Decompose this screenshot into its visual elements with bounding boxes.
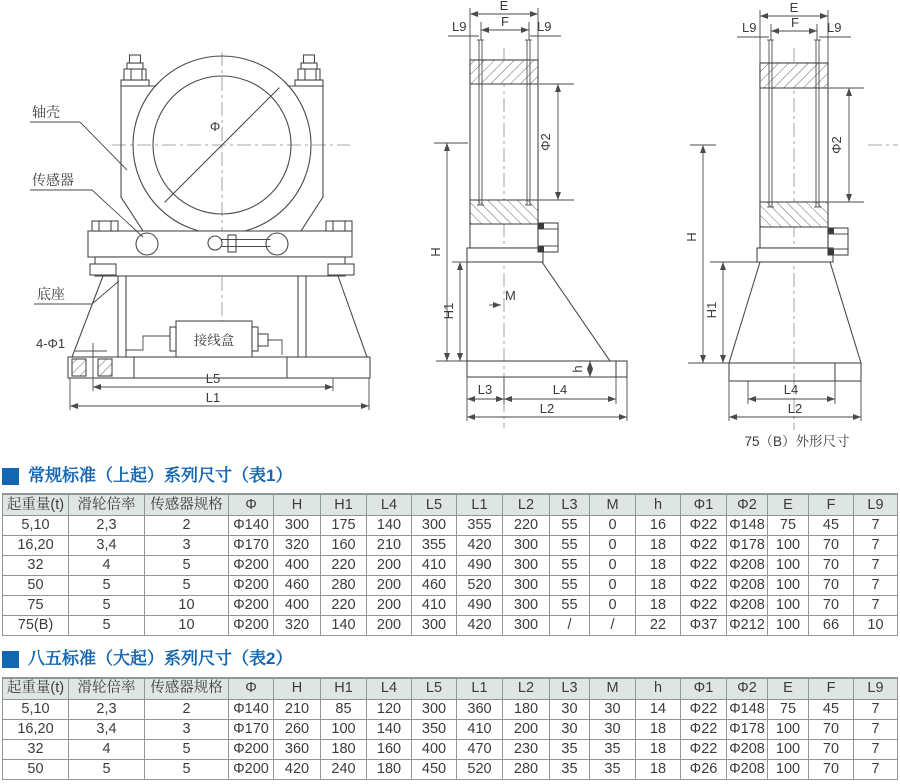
section-table1 [0, 466, 900, 636]
axle-housing-label: 轴壳 [32, 104, 60, 120]
table-cell: 140 [367, 719, 412, 739]
column-header: L4 [367, 494, 412, 516]
table-cell: 280 [321, 576, 367, 596]
table-cell: 16,20 [3, 719, 69, 739]
table-cell: 100 [768, 739, 809, 759]
table-cell: 400 [412, 739, 457, 759]
table-cell: 35 [590, 759, 636, 779]
table-cell: 18 [636, 719, 681, 739]
view-caption-75b: 75（B）外形尺寸 [744, 434, 850, 449]
column-header: F [809, 494, 854, 516]
table-cell: 30 [550, 719, 590, 739]
table-cell: 5,10 [3, 699, 69, 719]
table-cell: 300 [412, 516, 457, 536]
table-cell: 4 [69, 556, 145, 576]
table-cell: 5 [145, 739, 229, 759]
column-header: Φ2 [727, 678, 768, 700]
table-cell: 140 [367, 516, 412, 536]
table-cell: 350 [412, 719, 457, 739]
column-header: M [590, 494, 636, 516]
table-cell: 100 [768, 759, 809, 779]
table-cell: 55 [550, 596, 590, 616]
table-cell: 2 [145, 699, 229, 719]
table-cell: / [590, 616, 636, 636]
sensor-label: 传感器 [32, 172, 74, 188]
column-header: 传感器规格 [145, 494, 229, 516]
column-header: L4 [367, 678, 412, 700]
table-cell: 10 [854, 616, 898, 636]
cable-connector [828, 228, 848, 255]
table-cell: 300 [503, 596, 550, 616]
table-cell: 3 [145, 536, 229, 556]
table-cell: 70 [809, 576, 854, 596]
table-cell: 45 [809, 699, 854, 719]
table-cell: 7 [854, 516, 898, 536]
support-wedge [467, 248, 627, 377]
table-cell: 32 [3, 739, 69, 759]
table-cell: 70 [809, 739, 854, 759]
column-header: L3 [550, 494, 590, 516]
table-cell: 280 [503, 759, 550, 779]
table-cell: 55 [550, 556, 590, 576]
table-cell: 18 [636, 759, 681, 779]
table-cell: 16,20 [3, 536, 69, 556]
column-header: Φ1 [681, 678, 727, 700]
table-cell: 70 [809, 759, 854, 779]
column-header: L5 [412, 494, 457, 516]
table-cell: 210 [367, 536, 412, 556]
table-cell: 50 [3, 576, 69, 596]
column-header: L1 [457, 494, 503, 516]
table-row [3, 719, 898, 739]
table-cell: Φ148 [727, 699, 768, 719]
table-cell: 220 [503, 516, 550, 536]
dim-label-l9-right: L9 [827, 20, 842, 35]
dim-label-phi: Φ [209, 119, 221, 134]
table-cell: 0 [590, 536, 636, 556]
column-header: H [274, 678, 321, 700]
table-cell: 30 [590, 719, 636, 739]
column-header: 起重量(t) [3, 678, 69, 700]
table-cell: 7 [854, 699, 898, 719]
side-view [428, 0, 627, 428]
table-cell: 0 [590, 556, 636, 576]
dim-label-e: E [499, 0, 509, 13]
table-cell: 50 [3, 759, 69, 779]
table-cell: 300 [503, 556, 550, 576]
table-cell: 5 [69, 596, 145, 616]
sensor-plate [88, 221, 354, 276]
base-label: 底座 [37, 286, 65, 302]
cable-connector [538, 223, 558, 252]
table-cell: 420 [274, 759, 321, 779]
table-cell: 32 [3, 556, 69, 576]
column-header: L1 [457, 678, 503, 700]
table-cell: 200 [503, 719, 550, 739]
table-cell: 7 [854, 759, 898, 779]
table-cell: 320 [274, 536, 321, 556]
table-cell: 18 [636, 576, 681, 596]
table-cell: 180 [321, 739, 367, 759]
column-header: L3 [550, 678, 590, 700]
mount-hole-hatch [72, 359, 86, 376]
table-cell: 5 [145, 759, 229, 779]
table-cell: 35 [590, 739, 636, 759]
table-cell: 10 [145, 616, 229, 636]
dim-label-l9-left: L9 [742, 20, 757, 35]
column-header: L2 [503, 494, 550, 516]
table-cell: 18 [636, 596, 681, 616]
dim-label-h-small: h [570, 365, 585, 373]
table-cell: 5 [145, 556, 229, 576]
table-cell: 7 [854, 719, 898, 739]
table-cell: 410 [457, 719, 503, 739]
table-cell: Φ140 [229, 699, 274, 719]
table-cell: 200 [367, 596, 412, 616]
table-cell: 7 [854, 576, 898, 596]
dim-label-m: M [505, 288, 516, 303]
table-cell: Φ22 [681, 739, 727, 759]
section-table2 [0, 649, 900, 779]
table-cell: 230 [503, 739, 550, 759]
table-cell: 30 [590, 699, 636, 719]
dim-label-l5: L5 [205, 371, 221, 386]
dim-label-l3: L3 [477, 382, 493, 397]
side-view-75b [684, 0, 898, 449]
table-cell: Φ22 [681, 699, 727, 719]
front-view [30, 52, 370, 410]
table-cell: 0 [590, 516, 636, 536]
table-cell: 70 [809, 536, 854, 556]
table-cell: 75 [3, 596, 69, 616]
table-cell: 16 [636, 516, 681, 536]
junction-box [126, 321, 282, 357]
table-cell: 410 [412, 556, 457, 576]
dim-label-phi2: Φ2 [829, 136, 844, 154]
table-row [3, 739, 898, 759]
table-cell: 220 [321, 596, 367, 616]
table-cell: Φ22 [681, 719, 727, 739]
table-row [3, 699, 898, 719]
column-header: F [809, 678, 854, 700]
table-cell: 300 [412, 616, 457, 636]
table-cell: 210 [274, 699, 321, 719]
table-cell: Φ208 [727, 556, 768, 576]
dim-label-l1: L1 [205, 390, 221, 405]
table-cell: 520 [457, 576, 503, 596]
dim-label-phi2: Φ2 [538, 133, 553, 151]
support-cone [729, 248, 861, 381]
table-cell: Φ200 [229, 576, 274, 596]
table-cell: 75 [768, 699, 809, 719]
table-cell: Φ22 [681, 576, 727, 596]
column-header: H [274, 494, 321, 516]
table-cell: 460 [274, 576, 321, 596]
table-cell: Φ208 [727, 596, 768, 616]
table-cell: 5 [145, 576, 229, 596]
table-cell: 470 [457, 739, 503, 759]
table-cell: 100 [768, 556, 809, 576]
table-cell: Φ200 [229, 556, 274, 576]
table-cell: 45 [809, 516, 854, 536]
table-cell: Φ22 [681, 536, 727, 556]
holes-label: 4-Φ1 [36, 336, 66, 351]
table-cell: 75(B) [3, 616, 69, 636]
table-cell: 200 [367, 556, 412, 576]
column-header: Φ [229, 494, 274, 516]
table-row [3, 536, 898, 556]
table-cell: 320 [274, 616, 321, 636]
table-cell: 100 [768, 596, 809, 616]
column-header: 滑轮倍率 [69, 678, 145, 700]
table-cell: Φ208 [727, 759, 768, 779]
table-cell: 85 [321, 699, 367, 719]
table-cell: 3,4 [69, 536, 145, 556]
table-cell: 70 [809, 556, 854, 576]
table-cell: 5 [69, 759, 145, 779]
table-cell: 7 [854, 556, 898, 576]
dim-label-l9-right: L9 [537, 19, 552, 34]
table-cell: 35 [550, 739, 590, 759]
table-cell: 100 [768, 536, 809, 556]
table-cell: 70 [809, 596, 854, 616]
table-cell: 100 [768, 576, 809, 596]
table-cell: 450 [412, 759, 457, 779]
column-header: Φ2 [727, 494, 768, 516]
dim-label-h1: H1 [441, 302, 456, 320]
table-cell: 5 [69, 576, 145, 596]
table-cell: 400 [274, 556, 321, 576]
table-cell: Φ37 [681, 616, 727, 636]
dim-label-l2: L2 [787, 401, 803, 416]
table-cell: 100 [768, 616, 809, 636]
table-cell: 75 [768, 516, 809, 536]
table-cell: Φ140 [229, 516, 274, 536]
table-row [3, 556, 898, 576]
table-cell: Φ148 [727, 516, 768, 536]
dimension-table-1 [2, 493, 898, 636]
table-cell: 420 [457, 536, 503, 556]
table-cell: 55 [550, 576, 590, 596]
table-cell: 300 [412, 699, 457, 719]
mount-hole-hatch [98, 359, 112, 376]
table-cell: 180 [367, 759, 412, 779]
column-header: M [590, 678, 636, 700]
table-cell: 5,10 [3, 516, 69, 536]
dim-label-h: H [684, 232, 699, 242]
table-row [3, 759, 898, 779]
section-title-text: 八五标准（大起）系列尺寸（表2） [28, 649, 293, 669]
dim-label-l9-left: L9 [452, 19, 467, 34]
clamp-bolt-right [295, 55, 323, 86]
column-header: E [768, 494, 809, 516]
table-cell: 200 [367, 616, 412, 636]
column-header: L9 [854, 678, 898, 700]
table-row [3, 516, 898, 536]
table-cell: 355 [412, 536, 457, 556]
table-cell: 410 [412, 596, 457, 616]
table-cell: 18 [636, 536, 681, 556]
table-cell: 355 [457, 516, 503, 536]
table-cell: Φ208 [727, 739, 768, 759]
table-cell: 160 [321, 536, 367, 556]
column-header: Φ [229, 678, 274, 700]
table-cell: 4 [69, 739, 145, 759]
table-cell: 18 [636, 739, 681, 759]
table-cell: 7 [854, 596, 898, 616]
section-bullet [2, 468, 19, 485]
table-cell: 490 [457, 596, 503, 616]
table-cell: Φ178 [727, 536, 768, 556]
table-cell: 240 [321, 759, 367, 779]
table-cell: 300 [503, 616, 550, 636]
column-header: h [636, 678, 681, 700]
section-bullet [2, 651, 19, 668]
table-cell: 0 [590, 576, 636, 596]
table-cell: Φ200 [229, 596, 274, 616]
table-cell: Φ212 [727, 616, 768, 636]
table-cell: 22 [636, 616, 681, 636]
table-cell: 3 [145, 719, 229, 739]
table-cell: 18 [636, 556, 681, 576]
table1-title [2, 466, 898, 486]
table-row [3, 596, 898, 616]
column-header: H1 [321, 678, 367, 700]
table-cell: 2,3 [69, 516, 145, 536]
column-header: Φ1 [681, 494, 727, 516]
table-cell: 300 [503, 576, 550, 596]
table-cell: 360 [274, 739, 321, 759]
table-cell: 3,4 [69, 719, 145, 739]
table-cell: 520 [457, 759, 503, 779]
table-cell: 175 [321, 516, 367, 536]
table-cell: Φ200 [229, 739, 274, 759]
column-header: L9 [854, 494, 898, 516]
table-cell: 400 [274, 596, 321, 616]
clamp-bolt-left [121, 55, 149, 86]
table-cell: Φ178 [727, 719, 768, 739]
dim-label-l4: L4 [552, 382, 568, 397]
table-row [3, 576, 898, 596]
table-cell: 120 [367, 699, 412, 719]
dim-label-f: F [501, 14, 509, 29]
dim-label-l2: L2 [539, 401, 555, 416]
table-cell: 460 [412, 576, 457, 596]
table-cell: 70 [809, 719, 854, 739]
column-header: h [636, 494, 681, 516]
table-cell: / [550, 616, 590, 636]
dimension-table-2 [2, 677, 898, 780]
table-cell: 66 [809, 616, 854, 636]
table-cell: 10 [145, 596, 229, 616]
table-cell: 7 [854, 739, 898, 759]
table-cell: Φ208 [727, 576, 768, 596]
junction-box-label: 接线盒 [193, 333, 235, 348]
dim-label-h1: H1 [704, 301, 719, 319]
table-cell: 180 [503, 699, 550, 719]
table-cell: 55 [550, 536, 590, 556]
table2-title [2, 649, 898, 669]
table-cell: Φ170 [229, 719, 274, 739]
table-cell: Φ26 [681, 759, 727, 779]
column-header: E [768, 678, 809, 700]
table-header-row [3, 494, 898, 516]
table-cell: 2,3 [69, 699, 145, 719]
column-header: H1 [321, 494, 367, 516]
table-cell: 14 [636, 699, 681, 719]
column-header: 滑轮倍率 [69, 494, 145, 516]
table-cell: 200 [367, 576, 412, 596]
column-header: L2 [503, 678, 550, 700]
table-cell: 260 [274, 719, 321, 739]
table-header-row [3, 678, 898, 700]
table-row [3, 616, 898, 636]
table-cell: 5 [69, 616, 145, 636]
table-cell: 35 [550, 759, 590, 779]
dim-label-e: E [789, 0, 799, 15]
table-cell: 220 [321, 556, 367, 576]
table-cell: 7 [854, 536, 898, 556]
table-cell: 160 [367, 739, 412, 759]
centerlines [112, 52, 350, 356]
table-cell: 100 [321, 719, 367, 739]
table-cell: 300 [503, 536, 550, 556]
table-cell: 490 [457, 556, 503, 576]
table-cell: 360 [457, 699, 503, 719]
dim-label-h: H [428, 247, 443, 257]
table-cell: 55 [550, 516, 590, 536]
table-cell: Φ200 [229, 616, 274, 636]
column-header: 传感器规格 [145, 678, 229, 700]
section-title-text: 常规标准（上起）系列尺寸（表1） [28, 466, 293, 485]
table-cell: 300 [274, 516, 321, 536]
table-cell: Φ170 [229, 536, 274, 556]
dim-label-f: F [791, 15, 799, 30]
table-cell: Φ200 [229, 759, 274, 779]
table-cell: Φ22 [681, 516, 727, 536]
column-header: L5 [412, 678, 457, 700]
column-header: 起重量(t) [3, 494, 69, 516]
table-cell: 30 [550, 699, 590, 719]
table-cell: 0 [590, 596, 636, 616]
table-cell: Φ22 [681, 556, 727, 576]
dim-label-l4: L4 [783, 382, 799, 397]
table-cell: 2 [145, 516, 229, 536]
table-cell: 420 [457, 616, 503, 636]
table-cell: 100 [768, 719, 809, 739]
table-cell: 140 [321, 616, 367, 636]
table-cell: Φ22 [681, 596, 727, 616]
